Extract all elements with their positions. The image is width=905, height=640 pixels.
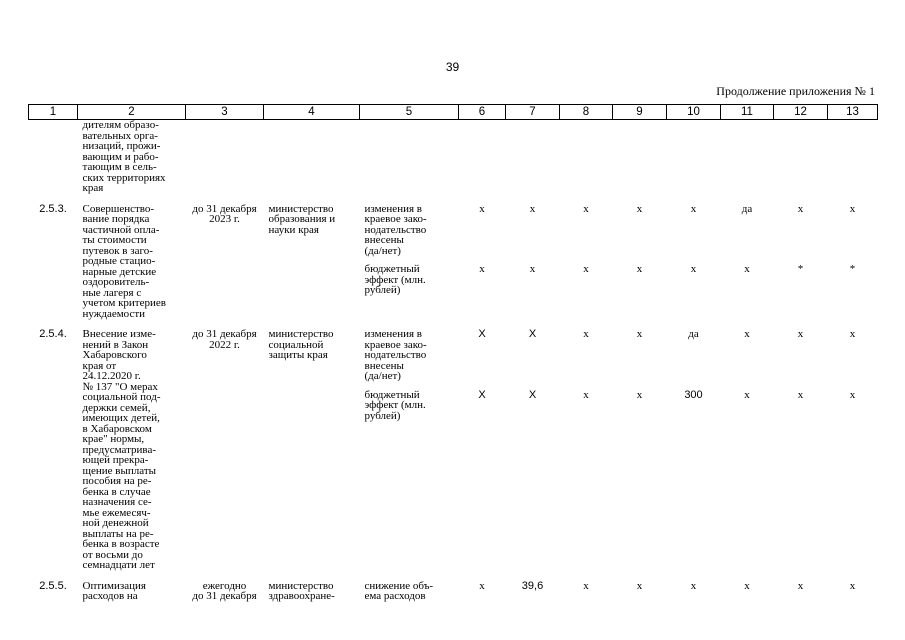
indicator-value: Х [528, 328, 537, 340]
indicator-value: х [583, 202, 589, 215]
value-cell-col-8 [560, 329, 613, 571]
table-header-row [29, 105, 878, 120]
value-cell-col-13 [828, 120, 878, 194]
deadline-text-line: 2022 г. [209, 338, 240, 351]
row-id [29, 120, 78, 194]
value-cell-col-9 [613, 120, 667, 194]
measure-text-line: пособия на ре- [82, 475, 152, 487]
measure-text-line: от восьми до [82, 548, 143, 561]
value-cell-col-10 [667, 329, 721, 571]
indicator-value: Х [478, 328, 486, 340]
executor-text-line: министерство [268, 579, 334, 592]
measure-text-line: ной денежной [82, 517, 149, 529]
column-header-12: 12 [774, 105, 828, 120]
measure-text-line: вание порядка [82, 213, 150, 225]
page-number: 39 [445, 60, 460, 74]
indicator-name-line: нодательство [364, 223, 427, 236]
indicator-name-line: изменения в [364, 202, 422, 215]
executor-text-line: защиты края [268, 349, 328, 361]
measure-text-line: Оптимизация [82, 579, 146, 592]
measure-text-line: выплаты на ре- [82, 527, 154, 540]
row-id: 2.5.5. [39, 579, 67, 592]
deadline-text-line: до 31 декабря [192, 590, 257, 602]
table-row [29, 204, 878, 320]
indicator-name [365, 390, 457, 422]
table-body [29, 120, 878, 602]
indicator-name-line: (да/нет) [364, 370, 401, 382]
indicator-value: х [636, 263, 643, 275]
value-cell-col-7 [506, 581, 560, 602]
measure-text-line: мье ежемесяч- [82, 506, 151, 519]
value-cell-col-6 [459, 581, 506, 602]
deadline-text-line: до 31 декабря [192, 328, 257, 340]
column-header-2: 2 [78, 105, 186, 120]
indicator-name-line: снижение объ- [364, 579, 434, 592]
measure-text-line: крае" нормы, [82, 433, 145, 445]
value-cell-col-10 [667, 204, 721, 320]
measure-text-line: щение выплаты [82, 464, 157, 477]
row-id: 2.5.3. [39, 202, 67, 215]
indicator-name-line: внесены [364, 234, 404, 246]
measure-text-line: нений в Закон [82, 338, 149, 351]
column-header-6: 6 [459, 105, 506, 120]
value-cell-col-11 [721, 120, 774, 194]
table-row [29, 120, 878, 194]
measure-text-line: семнадцати лет [82, 559, 155, 571]
value-cell-col-9 [613, 204, 667, 320]
indicator-name-line: рублей) [364, 284, 401, 296]
measure-text-line: № 137 "О мерах [82, 380, 158, 393]
indicator-cell [360, 120, 459, 194]
indicator-name [365, 581, 457, 602]
measure-text-line: низаций, прожи- [82, 140, 161, 152]
indicator-value: х [636, 388, 643, 401]
column-header-10: 10 [667, 105, 721, 120]
measure-text-line: ских территориях [82, 171, 166, 184]
indicator-value: х [744, 579, 750, 592]
indicator-value: х [690, 579, 697, 592]
value-cell-col-10 [667, 581, 721, 602]
column-header-4: 4 [264, 105, 360, 120]
value-cell-col-9 [613, 581, 667, 602]
value-cell-col-11 [721, 204, 774, 320]
indicator-value: да [741, 202, 753, 215]
column-header-8: 8 [560, 105, 613, 120]
indicator-value: х [744, 388, 750, 401]
value-cell-col-9 [613, 329, 667, 571]
indicator-name-line: бюджетный [364, 263, 420, 275]
measure-text-line: бенка в случае [82, 485, 151, 498]
measure-text-line: края от [82, 359, 117, 372]
measure-text [78, 204, 186, 320]
measure-text-line: путевок в заго- [82, 244, 153, 257]
indicator-value: х [690, 202, 697, 215]
indicator-cell [360, 581, 459, 602]
indicator-name-line: нодательство [364, 349, 427, 361]
indicator-value: х [797, 328, 804, 340]
document-table [28, 104, 878, 602]
value-cell-col-7 [506, 329, 560, 571]
measure-text-line: Внесение изме- [82, 328, 156, 340]
row-spacer-cell [29, 571, 878, 581]
measure-text-line: бенка в возрасте [82, 538, 160, 550]
measure-text-line: ты стоимости [82, 234, 147, 246]
indicator-value: х [797, 202, 804, 215]
value-cell-col-8 [560, 581, 613, 602]
deadline-text-line: 2023 г. [209, 213, 240, 225]
indicator-name-line: краевое зако- [364, 338, 427, 351]
indicator-value: * [797, 263, 804, 275]
indicator-name-line: бюджетный [364, 388, 420, 401]
indicator-name [365, 329, 457, 382]
value-cell-col-12 [774, 581, 828, 602]
indicator-value: да [688, 328, 699, 340]
executor-text-line: здравоохране- [268, 590, 335, 602]
indicator-name-line: внесены [364, 359, 404, 372]
indicator-value: * [849, 263, 856, 275]
value-cell-col-13 [828, 581, 878, 602]
indicator-value: х [479, 579, 485, 592]
executor-text [264, 204, 360, 320]
measure-text-line: Хабаровского [82, 349, 147, 361]
column-header-7: 7 [506, 105, 560, 120]
row-id: 2.5.4. [39, 328, 67, 340]
measure-text-line: 24.12.2020 г. [82, 370, 141, 382]
column-header-3: 3 [186, 105, 264, 120]
indicator-name [365, 204, 457, 257]
value-cell-col-8 [560, 120, 613, 194]
indicator-value: х [583, 388, 589, 401]
value-cell-col-6 [459, 120, 506, 194]
measure-text-line: частичной опла- [82, 223, 160, 236]
executor-text [264, 581, 360, 602]
measure-text-line: назначения се- [82, 496, 152, 508]
indicator-value: х [797, 579, 804, 592]
measure-text-line: оздоровитель- [82, 276, 150, 288]
measure-text-line: Совершенство- [82, 202, 155, 215]
indicator-value: х [636, 202, 643, 215]
measure-text-line: вающим и рабо- [82, 150, 159, 163]
measure-text-line: держки семей, [82, 401, 151, 414]
measure-text [78, 581, 186, 602]
value-cell-col-13 [828, 329, 878, 571]
indicator-value: х [529, 263, 536, 275]
indicator-name-line: краевое зако- [364, 213, 427, 225]
column-header-9: 9 [613, 105, 667, 120]
measure-text-line: предусматрива- [82, 443, 157, 456]
executor-text-line: образования и [268, 213, 336, 225]
deadline-text [186, 581, 264, 602]
indicator-name-line: рублей) [364, 409, 401, 422]
value-cell-col-8 [560, 204, 613, 320]
indicator-value: х [529, 202, 536, 215]
indicator-value: х [744, 328, 750, 340]
indicator-value: х [744, 263, 750, 275]
measure-text [78, 329, 186, 571]
indicator-value: Х [478, 388, 486, 401]
indicator-value: х [636, 328, 643, 340]
measure-text-line: ные лагеря с [82, 286, 142, 299]
measure-text-line: нуждаемости [82, 307, 146, 320]
executor-text [264, 120, 360, 194]
indicator-value: х [849, 328, 856, 340]
executor-text-line: науки края [268, 223, 319, 236]
column-header-13: 13 [828, 105, 878, 120]
measure-text-line: имеющих детей, [82, 412, 160, 424]
executor-text-line: министерство [268, 202, 334, 215]
indicator-value: х [479, 263, 485, 275]
indicator-value: х [583, 263, 589, 275]
measure-text-line: социальной под- [82, 391, 161, 403]
value-cell-col-13 [828, 204, 878, 320]
measure-text-line: родные стацио- [82, 255, 156, 267]
measure-text-line: дителям образо- [82, 119, 159, 131]
measure-text [78, 120, 186, 194]
indicator-value: х [636, 579, 643, 592]
indicator-value: х [583, 579, 589, 592]
row-spacer [29, 571, 878, 581]
indicator-name-line: эффект (млн. [364, 273, 426, 286]
value-cell-col-12 [774, 204, 828, 320]
indicator-value: 39,6 [521, 579, 544, 592]
value-cell-col-12 [774, 120, 828, 194]
indicator-cell [360, 204, 459, 320]
continuation-label: Продолжение приложения № 1 [716, 84, 875, 98]
indicator-name [365, 264, 457, 296]
indicator-value: х [479, 202, 485, 215]
indicator-value: х [849, 579, 856, 592]
value-cell-col-11 [721, 329, 774, 571]
value-cell-col-12 [774, 329, 828, 571]
table-row [29, 581, 878, 602]
measure-text-line: учетом критериев [82, 297, 166, 309]
value-cell-col-7 [506, 204, 560, 320]
executor-text-line: министерство [268, 328, 334, 340]
deadline-text [186, 329, 264, 571]
indicator-name-line: эффект (млн. [364, 399, 426, 411]
column-header-11: 11 [721, 105, 774, 120]
deadline-text-line: до 31 декабря [192, 202, 257, 215]
value-cell-col-7 [506, 120, 560, 194]
measure-text-line: края [82, 182, 104, 194]
measure-text-line: расходов на [82, 590, 138, 602]
indicator-value: х [797, 388, 804, 401]
indicator-cell [360, 329, 459, 571]
deadline-text-line: ежегодно [202, 579, 247, 592]
deadline-text [186, 120, 264, 194]
indicator-value: х [849, 202, 856, 215]
indicator-value: Х [528, 388, 537, 401]
value-cell-col-6 [459, 329, 506, 571]
indicator-value: 300 [684, 388, 703, 401]
measure-text-line: вательных орга- [82, 129, 158, 142]
column-header-1: 1 [29, 105, 78, 120]
measure-text-line: ющей прекра- [82, 454, 149, 466]
table-row [29, 329, 878, 571]
indicator-value: х [583, 328, 589, 340]
measure-text-line: нарные детские [82, 265, 157, 278]
measure-text-line: тающим в сель- [82, 161, 157, 173]
deadline-text [186, 204, 264, 320]
measure-text-line: в Хабаровском [82, 422, 152, 435]
indicator-name-line: (да/нет) [364, 244, 401, 257]
indicator-value: х [849, 388, 856, 401]
value-cell-col-11 [721, 581, 774, 602]
indicator-value: х [690, 263, 697, 275]
executor-text-line: социальной [268, 338, 324, 351]
executor-text [264, 329, 360, 571]
indicator-name-line: изменения в [364, 328, 422, 340]
value-cell-col-10 [667, 120, 721, 194]
indicator-name-line: ема расходов [364, 590, 426, 602]
column-header-5: 5 [360, 105, 459, 120]
value-cell-col-6 [459, 204, 506, 320]
